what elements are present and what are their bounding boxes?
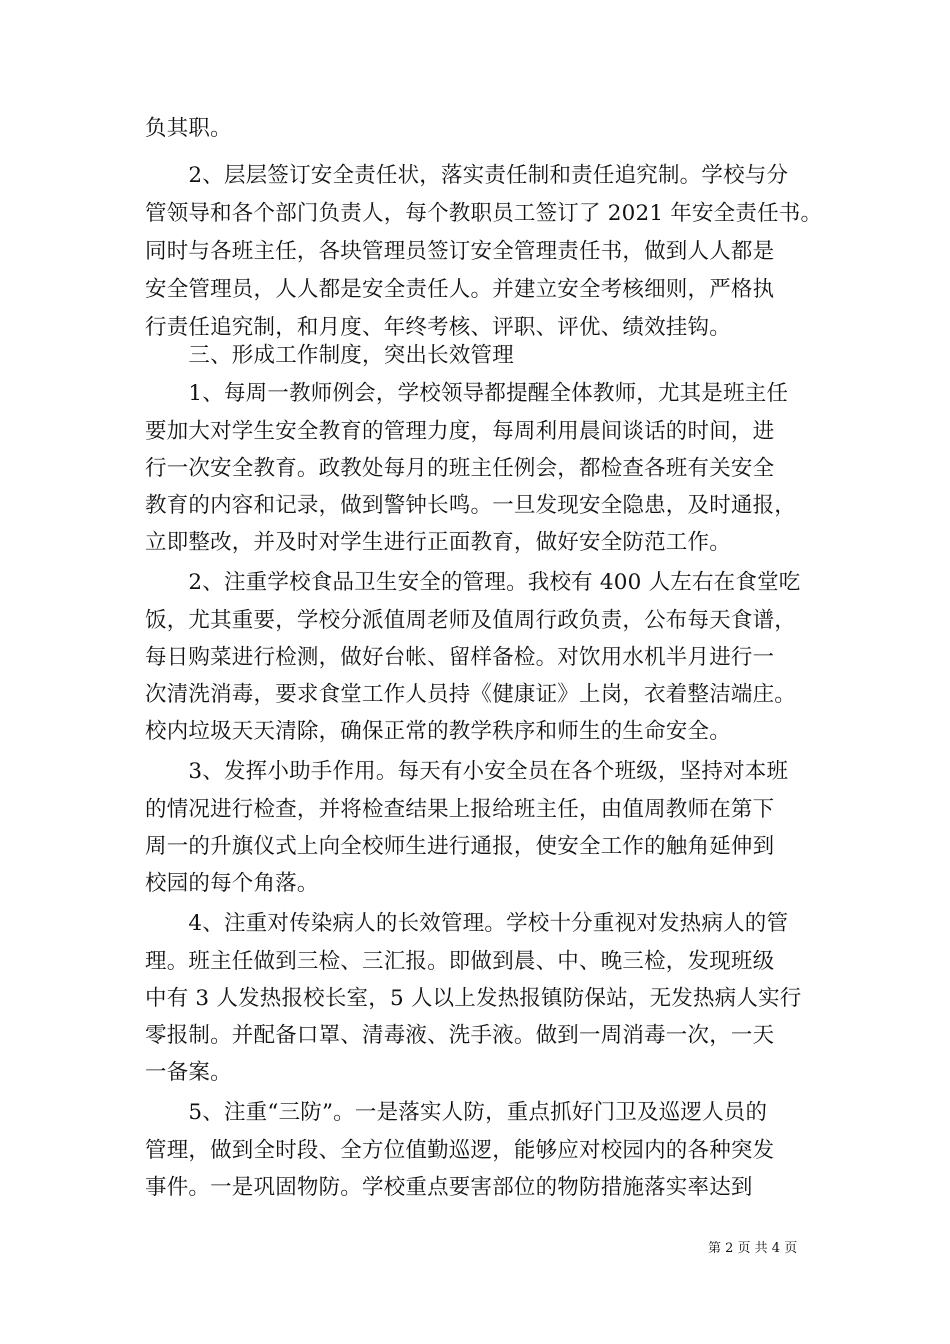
text-line: 2、注重学校食品卫生安全的管理。我校有 400 人左右在食堂吃 bbox=[145, 570, 801, 595]
text-line: 校内垃圾天天清除，确保正常的教学秩序和师生的生命安全。 bbox=[145, 719, 731, 744]
text-line: 1、每周一教师例会，学校领导都提醒全体教师，尤其是班主任 bbox=[145, 381, 789, 406]
text-line: 事件。一是巩固物防。学校重点要害部位的物防措施落实率达到 bbox=[145, 1175, 753, 1200]
page-number: 第 2 页 共 4 页 bbox=[708, 1241, 798, 1256]
text-line: 同时与各班主任，各块管理员签订安全管理责任书，做到人人都是 bbox=[145, 239, 775, 264]
text-line: 3、发挥小助手作用。每天有小安全员在各个班级，坚持对本班 bbox=[145, 759, 789, 784]
text-line: 次清洗消毒，要求食堂工作人员持《健康证》上岗，衣着整洁端庄。 bbox=[145, 682, 797, 707]
text-line: 校园的每个角落。 bbox=[145, 871, 319, 896]
text-line: 每日购菜进行检测，做好台帐、留样备检。对饮用水机半月进行一 bbox=[145, 645, 775, 670]
text-line: 行一次安全教育。政教处每月的班主任例会，都检查各班有关安全 bbox=[145, 456, 775, 481]
section-heading: 三、形成工作制度，突出长效管理 bbox=[145, 343, 514, 368]
text-line: 周一的升旗仪式上向全校师生进行通报，使安全工作的触角延伸到 bbox=[145, 834, 775, 859]
text-line: 零报制。并配备口罩、清毒液、洗手液。做到一周消毒一次，一天 bbox=[145, 1023, 775, 1048]
text-line: 2、层层签订安全责任状，落实责任制和责任追究制。学校与分 bbox=[145, 163, 789, 188]
text-line: 教育的内容和记录，做到警钟长鸣。一旦发现安全隐患，及时通报， bbox=[145, 493, 797, 518]
text-line: 5、注重“三防”。一是落实人防，重点抓好门卫及巡逻人员的 bbox=[145, 1100, 768, 1125]
text-line: 的情况进行检查，并将检查结果上报给班主任，由值周教师在第下 bbox=[145, 797, 775, 822]
text-line: 要加大对学生安全教育的管理力度，每周利用晨间谈话的时间，进 bbox=[145, 419, 775, 444]
text-line: 理。班主任做到三检、三汇报。即做到晨、中、晚三检，发现班级 bbox=[145, 949, 775, 974]
text-line: 立即整改，并及时对学生进行正面教育，做好安全防范工作。 bbox=[145, 530, 731, 555]
text-line: 管领导和各个部门负责人，每个教职员工签订了 2021 年安全责任书。 bbox=[145, 201, 823, 226]
text-line: 行责任追究制，和月度、年终考核、评职、评优、绩效挂钩。 bbox=[145, 315, 731, 340]
text-line: 中有 3 人发热报校长室，5 人以上发热报镇防保站，无发热病人实行 bbox=[145, 986, 802, 1011]
text-line: 4、注重对传染病人的长效管理。学校十分重视对发热病人的管 bbox=[145, 911, 789, 936]
text-line: 饭，尤其重要，学校分派值周老师及值周行政负责，公布每天食谱， bbox=[145, 608, 797, 633]
text-line: 安全管理员，人人都是安全责任人。并建立安全考核细则，严格执 bbox=[145, 277, 775, 302]
text-line: 负其职。 bbox=[145, 116, 232, 141]
text-line: 管理，做到全时段、全方位值勤巡逻，能够应对校园内的各种突发 bbox=[145, 1138, 775, 1163]
text-line: 一备案。 bbox=[145, 1060, 232, 1085]
